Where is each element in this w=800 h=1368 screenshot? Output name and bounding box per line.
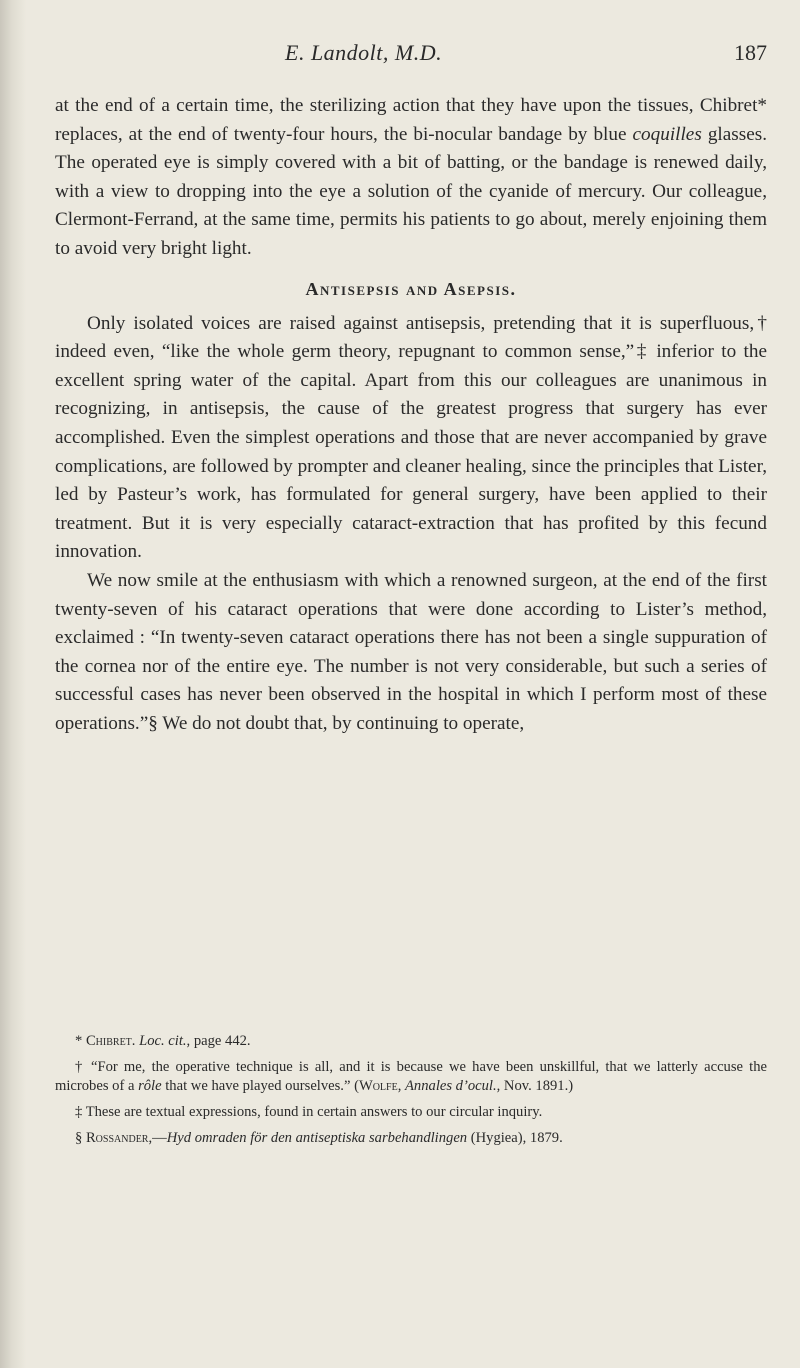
paragraph-text: inferior to the excellent spring water of the capital. Apart from this our colleagues are unanimous in recognizing, in antisepsis, the cause of the greatest progress that surgery has ever accomplished. Even the simplest operations and those that are never accompanied by grave complications, are followed by prompter and cleaner healing, since the principles that Lister, led by Pasteur’s work, has formulated for general surgery, have been applied to their treatment. But it is very especially cataract-extraction that has profited by this fecund innovation. (55, 341, 767, 563)
footnote-author: Chibret. (85, 1033, 136, 1049)
emphasis-text: coquilles (632, 123, 702, 145)
footnote-mark: § (148, 712, 158, 734)
paragraph-text: Only isolated voices are raised against antisepsis, pretending that it is superfluous, (87, 312, 755, 334)
footnote-1 (55, 1032, 767, 1051)
footnote-author: Wolfe (358, 1078, 398, 1094)
footnote-journal: Annales d’ocul. (405, 1078, 497, 1094)
footnote-text: These are textual expressions, found in certain answers to our circular inquiry. (85, 1104, 543, 1120)
footnote-reference: Loc. cit. (139, 1033, 187, 1049)
emphasis-text: rôle (138, 1078, 162, 1094)
footnote-mark: ‡ (75, 1104, 83, 1120)
section-heading: Antisepsis and Asepsis. (305, 278, 517, 299)
paragraph-text: glasses. The operated eye is simply covered with a bit of batting, or the bandage is renewed daily, with a view to dropping into the eye a solution of the cyanide of mercury. Our colleague, Clermont-Ferrand, at the same time, permits his patients to go about, merely enjoining them to avoid very bright light. (55, 123, 767, 259)
footnote-4 (55, 1129, 767, 1148)
footnote-2 (55, 1058, 767, 1096)
footnote-mark: † (75, 1059, 85, 1075)
paragraph-text: We do not doubt that, by continuing to operate, (157, 712, 525, 734)
footnote-mark: § (75, 1130, 83, 1146)
footnote-text: that we have played ourselves.” ( (161, 1078, 359, 1094)
paragraph-text: at the end of a certain time, the sterilizing action that they have upon the tissues, Chibret (55, 95, 758, 116)
footnote-mark: * (757, 95, 767, 116)
footnotes (55, 1032, 767, 1155)
footnote-text: , Nov. 1891.) (496, 1078, 574, 1094)
paragraph-enthusiasm (55, 567, 767, 739)
footnote-mark: * (75, 1033, 83, 1049)
footnote-text: , (397, 1078, 406, 1094)
paragraph-text: indeed even, “like the whole germ theory, repugnant to common sense,” (55, 341, 635, 363)
book-page (55, 0, 767, 1368)
running-head: E. Landolt, M.D. (285, 40, 443, 65)
paragraph-text: We now smile at the enthusiasm with which a renowned surgeon, at the end of the first twenty-seven of his cataract operations that were done according to Lister’s method, exclaimed : “In twenty-seven cataract operations there has not been a single suppuration of the cornea nor of the entire eye. The number is not very considerable, but such a series of successful cases has never been observed in the hospital in which I perform most of these operations.” (55, 569, 767, 734)
body-text (55, 92, 767, 738)
paragraph-antisepsis (55, 310, 767, 567)
paragraph-chibret (55, 92, 767, 264)
footnote-author: Rossander (85, 1130, 149, 1146)
footnote-text: (Hygiea), 1879. (467, 1130, 563, 1146)
page-header (55, 40, 767, 70)
footnote-text: ,— (148, 1130, 167, 1146)
footnote-title: Hyd omraden för den antiseptiska sarbehandlingen (166, 1130, 468, 1146)
footnote-3 (55, 1103, 767, 1122)
footnote-mark: † (754, 312, 767, 334)
footnote-mark: ‡ (634, 341, 649, 363)
page-number: 187 (734, 40, 767, 65)
paragraph-text: replaces, at the end of twenty-four hours, the bi-nocular bandage by blue (55, 123, 633, 145)
footnote-text: “For me, the operative technique is all, and it is because we have been unskillful, that we latterly accuse the microbes of a (55, 1059, 767, 1094)
footnote-text: , page 442. (186, 1033, 251, 1049)
book-spine-shadow (0, 0, 26, 1368)
